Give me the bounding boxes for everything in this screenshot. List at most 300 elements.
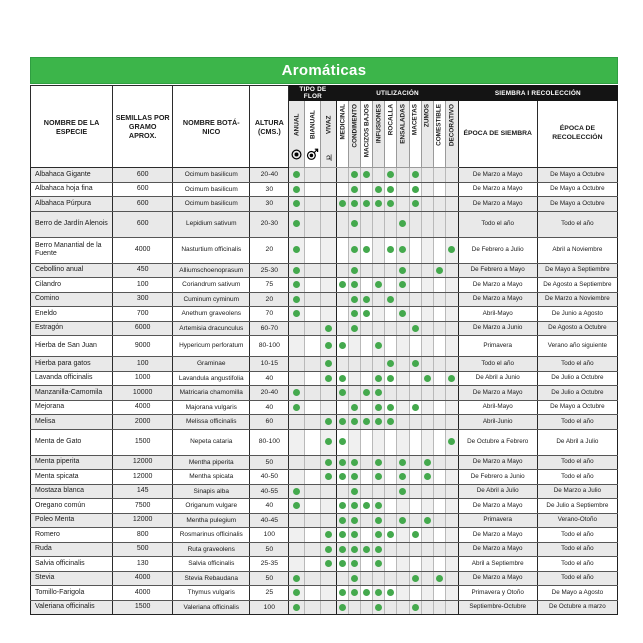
flower-type-cell	[289, 542, 305, 557]
usage-cell	[433, 571, 445, 586]
marker-dot	[412, 186, 419, 193]
usage-cell	[445, 263, 458, 278]
epoca-siembra-cell: De Abril a Julio	[458, 484, 537, 499]
epoca-siembra-cell: Abril-Mayo	[458, 307, 537, 322]
height-cell: 80-100	[250, 336, 289, 357]
epoca-recoleccion-cell: De Mayo a Septiembre	[537, 263, 617, 278]
flower-type-cell	[305, 292, 321, 307]
seeds-per-gram-cell: 12000	[113, 470, 173, 485]
marker-dot	[351, 473, 358, 480]
botanical-name-cell: Melissa officinalis	[173, 415, 250, 430]
col-header-macizos-bajos	[361, 101, 373, 168]
usage-cell	[361, 278, 373, 293]
epoca-siembra-cell: Todo el año	[458, 211, 537, 237]
usage-cell	[361, 542, 373, 557]
seeds-per-gram-cell: 4000	[113, 586, 173, 601]
usage-cell	[337, 292, 349, 307]
marker-dot	[339, 342, 346, 349]
epoca-recoleccion-cell: Todo el año	[537, 211, 617, 237]
marker-dot	[293, 200, 300, 207]
table-row	[31, 292, 618, 307]
flower-type-cell	[321, 321, 337, 336]
usage-cell	[337, 168, 349, 183]
table-row	[31, 197, 618, 212]
seeds-per-gram-cell: 1500	[113, 600, 173, 615]
epoca-siembra-cell: Abril-Junio	[458, 415, 537, 430]
vertical-label: BIANUAL	[309, 110, 317, 140]
usage-cell	[385, 470, 397, 485]
usage-cell	[397, 400, 409, 415]
usage-cell	[433, 307, 445, 322]
usage-cell	[409, 197, 421, 212]
usage-cell	[433, 528, 445, 543]
height-cell: 10-15	[250, 357, 289, 372]
species-name-cell: Ruda	[31, 542, 113, 557]
marker-dot	[363, 502, 370, 509]
epoca-siembra-cell: De Marzo a Junio	[458, 321, 537, 336]
epoca-recoleccion-cell: Abril a Noviembre	[537, 237, 617, 263]
botanical-name-cell: Graminae	[173, 357, 250, 372]
epoca-recoleccion-cell: De Octubre a marzo	[537, 600, 617, 615]
usage-cell	[349, 307, 361, 322]
height-cell: 20	[250, 292, 289, 307]
seeds-per-gram-cell: 4000	[113, 237, 173, 263]
usage-cell	[361, 513, 373, 528]
usage-cell	[337, 513, 349, 528]
flower-type-cell	[289, 211, 305, 237]
table-row	[31, 278, 618, 293]
botanical-name-cell: Salvia officinalis	[173, 557, 250, 572]
col-header-ensaladas	[397, 101, 409, 168]
species-name-cell: Menta piperita	[31, 455, 113, 470]
usage-cell	[349, 557, 361, 572]
usage-cell	[433, 557, 445, 572]
flower-type-cell	[305, 336, 321, 357]
usage-cell	[361, 571, 373, 586]
table-row	[31, 586, 618, 601]
usage-cell	[349, 357, 361, 372]
usage-cell	[445, 237, 458, 263]
epoca-siembra-cell: De Marzo a Mayo	[458, 292, 537, 307]
marker-dot	[351, 281, 358, 288]
flower-type-cell	[321, 278, 337, 293]
marker-dot	[339, 459, 346, 466]
height-cell: 30	[250, 197, 289, 212]
height-cell: 50	[250, 571, 289, 586]
marker-dot	[387, 404, 394, 411]
species-name-cell: Tomillo-Farigola	[31, 586, 113, 601]
usage-cell	[421, 429, 433, 455]
usage-cell	[373, 400, 385, 415]
vertical-label: INFUSIONES	[375, 104, 383, 144]
epoca-recoleccion-cell: De Julio a Septiembre	[537, 499, 617, 514]
col-header-semillas: SEMILLAS POR GRAMO APROX.	[113, 86, 173, 168]
usage-cell	[433, 357, 445, 372]
botanical-name-cell: Lepidium sativum	[173, 211, 250, 237]
marker-dot	[363, 418, 370, 425]
usage-cell	[445, 336, 458, 357]
epoca-siembra-cell: De Marzo a Mayo	[458, 542, 537, 557]
usage-cell	[397, 415, 409, 430]
flower-type-cell	[321, 371, 337, 386]
epoca-siembra-cell: De Febrero a Mayo	[458, 263, 537, 278]
usage-cell	[337, 278, 349, 293]
usage-cell	[421, 336, 433, 357]
marker-dot	[293, 246, 300, 253]
usage-cell	[337, 499, 349, 514]
usage-cell	[433, 292, 445, 307]
usage-cell	[385, 571, 397, 586]
height-cell: 20-40	[250, 386, 289, 401]
epoca-recoleccion-cell: Todo el año	[537, 357, 617, 372]
botanical-name-cell: Valeriana officinalis	[173, 600, 250, 615]
marker-dot	[363, 389, 370, 396]
flower-type-cell	[321, 571, 337, 586]
species-name-cell: Berro de Jardín Alenois	[31, 211, 113, 237]
bianual-symbol	[306, 148, 320, 161]
usage-cell	[421, 400, 433, 415]
usage-cell	[421, 371, 433, 386]
usage-cell	[421, 542, 433, 557]
height-cell: 40	[250, 499, 289, 514]
usage-cell	[409, 386, 421, 401]
marker-dot	[351, 186, 358, 193]
usage-cell	[361, 357, 373, 372]
flower-type-cell	[321, 197, 337, 212]
marker-dot	[387, 360, 394, 367]
species-name-cell: Melisa	[31, 415, 113, 430]
usage-cell	[433, 237, 445, 263]
group-header-utilizacion: UTILIZACIÓN	[337, 86, 458, 101]
flower-type-cell	[321, 307, 337, 322]
table-row	[31, 182, 618, 197]
usage-cell	[385, 557, 397, 572]
epoca-recoleccion-cell: Verano-Otoño	[537, 513, 617, 528]
usage-cell	[349, 182, 361, 197]
usage-cell	[361, 528, 373, 543]
marker-dot	[448, 438, 455, 445]
usage-cell	[445, 484, 458, 499]
usage-cell	[349, 292, 361, 307]
usage-cell	[421, 182, 433, 197]
botanical-name-cell: Rosmarinus officinalis	[173, 528, 250, 543]
vertical-label: MACIZOS BAJOS	[363, 104, 371, 158]
epoca-siembra-cell: Todo el año	[458, 357, 537, 372]
usage-cell	[361, 237, 373, 263]
usage-cell	[385, 357, 397, 372]
usage-cell	[397, 429, 409, 455]
epoca-recoleccion-cell: De Marzo a Julio	[537, 484, 617, 499]
marker-dot	[293, 575, 300, 582]
height-cell: 50	[250, 455, 289, 470]
table-row	[31, 513, 618, 528]
flower-type-cell	[321, 513, 337, 528]
marker-dot	[293, 186, 300, 193]
flower-type-cell	[321, 600, 337, 615]
usage-cell	[397, 571, 409, 586]
usage-cell	[409, 484, 421, 499]
marker-dot	[399, 459, 406, 466]
usage-cell	[385, 336, 397, 357]
vertical-label: ANUAL	[293, 113, 301, 137]
marker-dot	[325, 546, 332, 553]
usage-cell	[337, 400, 349, 415]
botanical-name-cell: Coriandrum sativum	[173, 278, 250, 293]
marker-dot	[387, 296, 394, 303]
height-cell: 40	[250, 371, 289, 386]
botanical-name-cell: Matricaria chamomilla	[173, 386, 250, 401]
usage-cell	[349, 542, 361, 557]
marker-dot	[412, 200, 419, 207]
flower-type-cell	[321, 400, 337, 415]
seeds-per-gram-cell: 600	[113, 211, 173, 237]
botanical-name-cell: Artemisia dracunculus	[173, 321, 250, 336]
marker-dot	[375, 281, 382, 288]
epoca-recoleccion-cell: De Junio a Agosto	[537, 307, 617, 322]
usage-cell	[373, 211, 385, 237]
usage-cell	[421, 278, 433, 293]
height-cell: 75	[250, 278, 289, 293]
flower-type-cell	[305, 182, 321, 197]
marker-dot	[412, 404, 419, 411]
flower-type-cell	[305, 600, 321, 615]
table-row	[31, 600, 618, 615]
marker-dot	[293, 267, 300, 274]
usage-cell	[397, 371, 409, 386]
usage-cell	[409, 542, 421, 557]
usage-cell	[373, 292, 385, 307]
usage-cell	[337, 371, 349, 386]
marker-dot	[325, 342, 332, 349]
seeds-per-gram-cell: 500	[113, 542, 173, 557]
col-header-rocalla	[385, 101, 397, 168]
usage-cell	[445, 168, 458, 183]
height-cell: 25-30	[250, 263, 289, 278]
usage-cell	[445, 571, 458, 586]
usage-cell	[385, 371, 397, 386]
marker-dot	[375, 560, 382, 567]
flower-type-cell	[305, 470, 321, 485]
group-header-siembra-recoleccion: SIEMBRA I RECOLECCIÓN	[458, 86, 617, 101]
usage-cell	[373, 357, 385, 372]
epoca-siembra-cell: Septiembre-Octubre	[458, 600, 537, 615]
marker-dot	[351, 267, 358, 274]
usage-cell	[373, 321, 385, 336]
marker-dot	[339, 200, 346, 207]
usage-cell	[361, 386, 373, 401]
height-cell: 100	[250, 600, 289, 615]
flower-type-cell	[305, 197, 321, 212]
marker-dot	[293, 310, 300, 317]
height-cell: 100	[250, 528, 289, 543]
marker-dot	[351, 418, 358, 425]
marker-dot	[293, 220, 300, 227]
species-name-cell: Cilandro	[31, 278, 113, 293]
botanical-name-cell: Mentha piperita	[173, 455, 250, 470]
marker-dot	[387, 246, 394, 253]
usage-cell	[421, 557, 433, 572]
usage-cell	[445, 292, 458, 307]
usage-cell	[385, 499, 397, 514]
marker-dot	[325, 473, 332, 480]
usage-cell	[421, 292, 433, 307]
height-cell: 70	[250, 307, 289, 322]
marker-dot	[412, 604, 419, 611]
flower-type-cell	[289, 278, 305, 293]
flower-type-cell	[289, 357, 305, 372]
marker-dot	[293, 604, 300, 611]
usage-cell	[337, 336, 349, 357]
usage-cell	[421, 197, 433, 212]
vertical-label: VIVAZ	[325, 115, 333, 135]
marker-dot	[424, 473, 431, 480]
usage-cell	[361, 600, 373, 615]
usage-cell	[373, 168, 385, 183]
table-row	[31, 307, 618, 322]
marker-dot	[412, 531, 419, 538]
marker-dot	[412, 171, 419, 178]
flower-type-cell	[289, 400, 305, 415]
seeds-per-gram-cell: 12000	[113, 455, 173, 470]
flower-type-cell	[321, 455, 337, 470]
epoca-siembra-cell: De Octubre a Febrero	[458, 429, 537, 455]
botanical-name-cell: Origanum vulgare	[173, 499, 250, 514]
botanical-name-cell: Ocimum basilicum	[173, 168, 250, 183]
marker-dot	[375, 186, 382, 193]
height-cell: 20-30	[250, 211, 289, 237]
marker-dot	[351, 459, 358, 466]
usage-cell	[433, 455, 445, 470]
botanical-name-cell: Ocimum basilicum	[173, 182, 250, 197]
table-row	[31, 400, 618, 415]
usage-cell	[373, 371, 385, 386]
usage-cell	[361, 197, 373, 212]
usage-cell	[397, 470, 409, 485]
vertical-label: ROCALLA	[387, 104, 395, 136]
epoca-siembra-cell: De Marzo a Mayo	[458, 455, 537, 470]
botanical-name-cell: Alliumschoenoprasum	[173, 263, 250, 278]
species-name-cell: Cebollino anual	[31, 263, 113, 278]
epoca-siembra-cell: Primavera	[458, 513, 537, 528]
table-row	[31, 455, 618, 470]
usage-cell	[349, 455, 361, 470]
flower-type-cell	[321, 586, 337, 601]
marker-dot	[399, 473, 406, 480]
usage-cell	[445, 307, 458, 322]
usage-cell	[337, 211, 349, 237]
flower-type-cell	[289, 168, 305, 183]
epoca-recoleccion-cell: De Mayo a Octubre	[537, 197, 617, 212]
table-row	[31, 499, 618, 514]
marker-dot	[363, 200, 370, 207]
usage-cell	[373, 470, 385, 485]
flower-type-cell	[289, 182, 305, 197]
usage-cell	[349, 571, 361, 586]
flower-type-cell	[289, 470, 305, 485]
flower-type-cell	[289, 307, 305, 322]
table-row	[31, 336, 618, 357]
marker-dot	[375, 342, 382, 349]
marker-dot	[375, 502, 382, 509]
col-header-epoca-siembra: ÉPOCA DE SIEMBRA	[458, 101, 537, 168]
usage-cell	[385, 197, 397, 212]
usage-cell	[337, 586, 349, 601]
col-header-epoca-recoleccion: ÉPOCA DE RECOLECCIÓN	[537, 101, 617, 168]
vertical-label: CONDIMENTO	[351, 104, 359, 148]
usage-cell	[421, 571, 433, 586]
marker-dot	[351, 220, 358, 227]
flower-type-cell	[321, 168, 337, 183]
usage-cell	[421, 237, 433, 263]
usage-cell	[445, 278, 458, 293]
table-row	[31, 386, 618, 401]
usage-cell	[445, 455, 458, 470]
usage-cell	[349, 211, 361, 237]
col-header-decorativo	[445, 101, 458, 168]
usage-cell	[409, 263, 421, 278]
marker-dot	[412, 325, 419, 332]
col-header-condimento	[349, 101, 361, 168]
seeds-per-gram-cell: 4000	[113, 400, 173, 415]
usage-cell	[361, 455, 373, 470]
usage-cell	[337, 429, 349, 455]
usage-cell	[397, 542, 409, 557]
usage-cell	[421, 586, 433, 601]
usage-cell	[409, 292, 421, 307]
species-name-cell: Menta de Gato	[31, 429, 113, 455]
flower-type-cell	[305, 528, 321, 543]
usage-cell	[409, 429, 421, 455]
usage-cell	[397, 182, 409, 197]
usage-cell	[433, 513, 445, 528]
botanical-name-cell: Stevia Rebaudana	[173, 571, 250, 586]
flower-type-cell	[289, 292, 305, 307]
marker-dot	[399, 267, 406, 274]
usage-cell	[433, 470, 445, 485]
usage-cell	[397, 586, 409, 601]
usage-cell	[433, 168, 445, 183]
epoca-recoleccion-cell: Todo el año	[537, 528, 617, 543]
botanical-name-cell: Sinapis alba	[173, 484, 250, 499]
table-row	[31, 429, 618, 455]
usage-cell	[385, 237, 397, 263]
species-name-cell: Oregano común	[31, 499, 113, 514]
flower-type-cell	[305, 371, 321, 386]
marker-dot	[399, 220, 406, 227]
marker-dot	[351, 200, 358, 207]
botanical-name-cell: Thymus vulgaris	[173, 586, 250, 601]
botanical-name-cell: Mentha pulegium	[173, 513, 250, 528]
usage-cell	[337, 455, 349, 470]
flower-type-cell	[289, 336, 305, 357]
usage-cell	[421, 600, 433, 615]
epoca-recoleccion-cell: De Julio a Octubre	[537, 386, 617, 401]
marker-dot	[293, 404, 300, 411]
height-cell: 30	[250, 182, 289, 197]
usage-cell	[433, 211, 445, 237]
seeds-per-gram-cell: 100	[113, 278, 173, 293]
usage-cell	[337, 321, 349, 336]
aromaticas-table	[30, 85, 618, 615]
usage-cell	[421, 484, 433, 499]
usage-cell	[421, 499, 433, 514]
usage-cell	[433, 386, 445, 401]
usage-cell	[409, 321, 421, 336]
epoca-siembra-cell: De Abril a Junio	[458, 371, 537, 386]
flower-type-cell	[321, 484, 337, 499]
epoca-recoleccion-cell: Verano año siguiente	[537, 336, 617, 357]
marker-dot	[387, 200, 394, 207]
